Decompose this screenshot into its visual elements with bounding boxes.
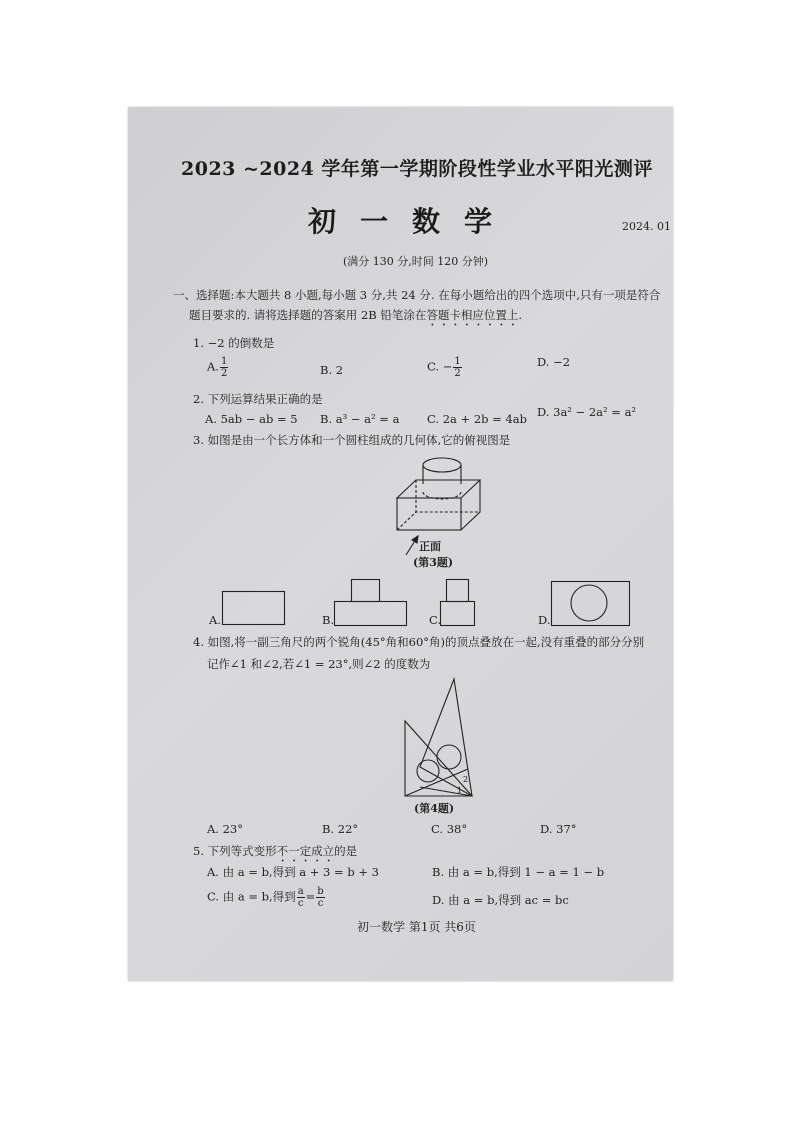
triangle-60-hole: [437, 745, 461, 769]
q1-a-denominator: 2: [220, 368, 228, 379]
q4-option-b: B. 22°: [322, 822, 359, 836]
q3-option-c-label: C.: [429, 613, 442, 627]
q3-c-bottom-rect: [441, 602, 475, 626]
exam-title: 2023 ~2024 学年第一学期阶段性学业水平阳光测评: [181, 158, 653, 180]
q5-option-b: B. 由 a = b,得到 1 − a = 1 − b: [432, 865, 605, 879]
q1-stem: 1. −2 的倒数是: [193, 336, 275, 350]
q5-stem-end: 的是: [334, 844, 358, 858]
q5-c-den2: c: [317, 898, 324, 909]
q2-stem: 2. 下列运算结果正确的是: [193, 392, 323, 406]
q4-option-d: D. 37°: [540, 822, 577, 836]
q5-option-d: D. 由 a = b,得到 ac = bc: [432, 893, 569, 907]
q5-c-fraction-2: [316, 886, 324, 909]
q3-option-a-figure: [222, 591, 286, 626]
q1-a-fraction: [220, 356, 228, 379]
q5-option-a: A. 由 a = b,得到 a + 3 = b + 3: [207, 865, 379, 879]
q1-c-numerator: 1: [454, 356, 461, 367]
q3-option-b-label: B.: [322, 613, 335, 627]
q2-option-b: B. a³ − a² = a: [320, 412, 400, 426]
q1-option-d: D. −2: [537, 355, 571, 369]
q3-option-b-figure: [334, 579, 408, 627]
q3-front-label: 正面: [419, 540, 441, 553]
q1-a-numerator: 1: [220, 356, 228, 367]
front-arrowhead: [412, 536, 418, 543]
q3-option-c-figure: [440, 579, 476, 627]
q5-c-fraction-1: [297, 886, 305, 909]
q2-option-c: C. 2a + 2b = 4ab: [427, 412, 527, 426]
q3-b-top-rect: [352, 580, 380, 602]
section1-emphasis: 答题卡相应位置上: [426, 308, 519, 322]
q1-c-denominator: 2: [454, 368, 461, 379]
q4-line2: 记作∠1 和∠2,若∠1 = 23°,则∠2 的度数为: [207, 657, 431, 671]
q2-option-d: D. 3a² − 2a² = a²: [537, 405, 637, 419]
q3-b-bottom-rect: [335, 602, 407, 626]
q5-stem-start: 5. 下列等式变形: [193, 844, 277, 858]
q5-option-c: [207, 886, 326, 909]
q3-a-rect: [223, 592, 285, 625]
page-footer: 初一数学 第1页 共6页: [357, 920, 476, 934]
q3-d-rect: [552, 582, 630, 626]
q4-option-a: A. 23°: [207, 822, 243, 836]
q4-line1: 4. 如图,将一副三角尺的两个锐角(45°角和60°角)的顶点叠放在一起,没有重叠的部分分别: [193, 635, 645, 649]
box-hidden-edges: [397, 512, 480, 530]
cylinder-top: [423, 458, 461, 472]
q4-option-c: C. 38°: [431, 822, 468, 836]
q2-option-a: A. 5ab − ab = 5: [205, 412, 298, 426]
q1-c-label: C. −: [427, 359, 453, 374]
angle-2-label: 2: [463, 775, 469, 784]
q3-c-top-rect: [447, 580, 469, 602]
section1-line1: 一、选择题:本大题共 8 小题,每小题 3 分,共 24 分. 在每小题给出的四个选项中,只有一项是符合: [173, 288, 661, 302]
q1-option-c: [427, 356, 463, 379]
q5-c-num1: a: [297, 886, 304, 897]
q1-option-b: B. 2: [320, 363, 344, 377]
q3-option-d-figure: [551, 581, 631, 627]
section1-line2: [189, 307, 522, 329]
q5-c-text: C. 由 a = b,得到: [207, 889, 296, 904]
q4-triangle-figure: [402, 677, 482, 802]
section1-period: .: [518, 308, 523, 322]
q1-option-a: [207, 356, 229, 379]
exam-info: (满分 130 分,时间 120 分钟): [343, 255, 489, 268]
q4-caption: (第4题): [414, 802, 455, 815]
q3-d-circle: [571, 585, 607, 621]
q5-stem-emphasis: 不一定成立: [276, 844, 335, 858]
q5-c-den1: c: [297, 898, 304, 909]
q3-option-a-label: A.: [209, 613, 221, 627]
subject-title: 初一数学: [308, 205, 517, 238]
box-front: [397, 498, 461, 530]
q1-c-fraction: [453, 356, 461, 379]
q5-c-equals: =: [305, 889, 316, 904]
q1-a-label: A.: [207, 359, 219, 374]
q3-caption: (第3题): [413, 556, 454, 569]
q3-stem: 3. 如图是由一个长方体和一个圆柱组成的几何体,它的俯视图是: [193, 433, 511, 447]
q5-c-num2: b: [317, 886, 324, 897]
exam-date: 2024. 01: [622, 220, 671, 233]
q5-stem: [193, 843, 357, 865]
box-side: [461, 480, 480, 530]
angle-1-label: 1: [457, 786, 463, 795]
q3-option-d-label: D.: [538, 613, 551, 627]
q3-solid-figure: [390, 452, 490, 542]
box-top: [397, 480, 480, 498]
section1-line2-text: 题目要求的. 请将选择题的答案用 2B 铅笔涂在: [189, 308, 427, 322]
